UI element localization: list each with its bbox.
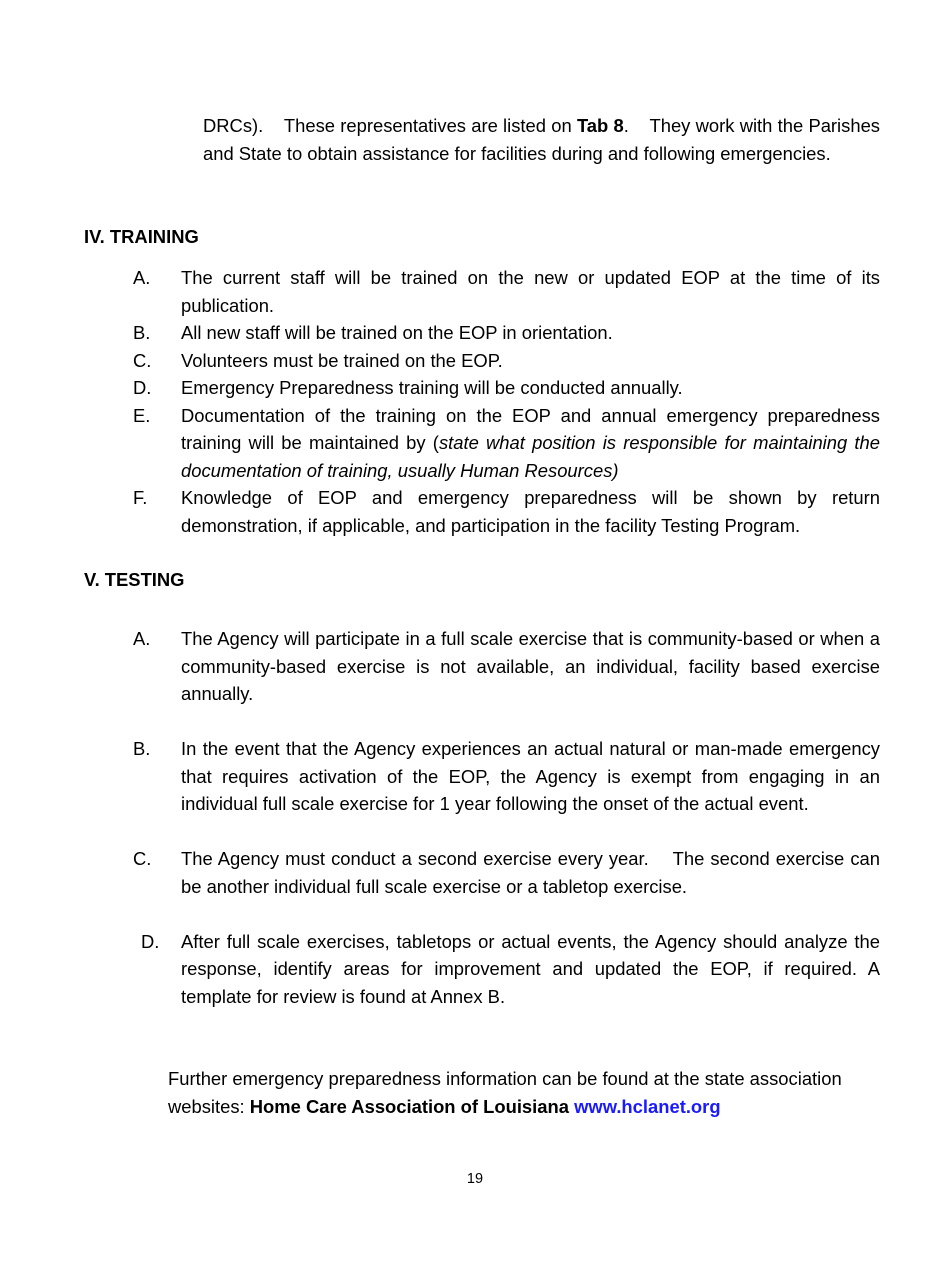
further-info-paragraph <box>168 1065 880 1120</box>
continuation-paragraph <box>203 112 886 167</box>
list-item <box>133 347 880 375</box>
testing-list <box>133 625 886 1010</box>
list-item <box>133 319 880 347</box>
continuation-text: DRCs). These representatives are listed on <box>203 115 577 136</box>
list-text: All new staff will be trained on the EOP in orientation. <box>181 322 613 343</box>
list-item <box>133 625 880 708</box>
list-letter: C. <box>133 349 152 371</box>
list-text: The current staff will be trained on the new or updated EOP at the time of its publication. <box>181 267 880 316</box>
list-text-italic: state what position is responsible for maintaining the documentation of training, usually Human Resources) <box>181 432 880 481</box>
training-heading: IV. TRAINING <box>84 226 199 247</box>
list-letter: D. <box>141 930 160 952</box>
list-letter: C. <box>133 848 152 869</box>
list-letter: E. <box>133 404 151 426</box>
list-item <box>133 484 880 539</box>
list-text: The Agency must conduct a second exercise every year. The second exercise can be another individual full scale exercise or a tabletop exercise. <box>181 848 886 897</box>
list-letter: B. <box>133 738 151 759</box>
list-item <box>133 845 886 900</box>
list-item <box>133 374 880 402</box>
list-letter: A. <box>133 628 151 649</box>
continuation-text-end: . They work with the Parishes and State to obtain assistance for facilities during and following emergencies. <box>203 115 886 164</box>
list-text: Volunteers must be trained on the EOP. <box>181 349 503 371</box>
list-item <box>133 928 880 1011</box>
training-list <box>133 264 880 539</box>
list-letter: D. <box>133 377 152 398</box>
list-letter: B. <box>133 322 151 343</box>
list-text: The Agency will participate in a full scale exercise that is community-based or when a community-based exercise is not available, an individual, facility based exercise annually. <box>181 628 880 704</box>
tab-reference: Tab 8 <box>576 115 624 136</box>
list-item <box>133 264 880 319</box>
list-text-wrapper <box>181 402 880 485</box>
list-letter: F. <box>133 487 148 508</box>
page-number: 19 <box>466 1171 484 1187</box>
list-text: Documentation of the training on the EOP and annual emergency preparedness training will be maintained by ( <box>181 404 880 453</box>
further-info-text: Further emergency preparedness information can be found at the state association websites: <box>168 1068 842 1117</box>
list-text: Emergency Preparedness training will be conducted annually. <box>181 377 683 398</box>
list-letter: A. <box>133 267 151 288</box>
testing-heading: V. TESTING <box>84 569 185 590</box>
list-item <box>133 402 880 485</box>
association-website-link[interactable]: www.hclanet.org <box>574 1095 721 1117</box>
list-text: After full scale exercises, tabletops or actual events, the Agency should analyze the response, identify areas for improvement and updated the EOP, if required. A template for review is found at Annex B. <box>181 930 880 1007</box>
list-item <box>133 735 880 818</box>
association-name: Home Care Association of Louisiana <box>249 1095 569 1117</box>
list-text: Knowledge of EOP and emergency preparedness will be shown by return demonstration, if applicable, and participation in the facility Testing Program. <box>181 487 880 536</box>
list-text: In the event that the Agency experiences an actual natural or man-made emergency that requires activation of the EOP, the Agency is exempt from engaging in an individual full scale exercise for 1 year following the onset of the actual event. <box>181 738 880 814</box>
